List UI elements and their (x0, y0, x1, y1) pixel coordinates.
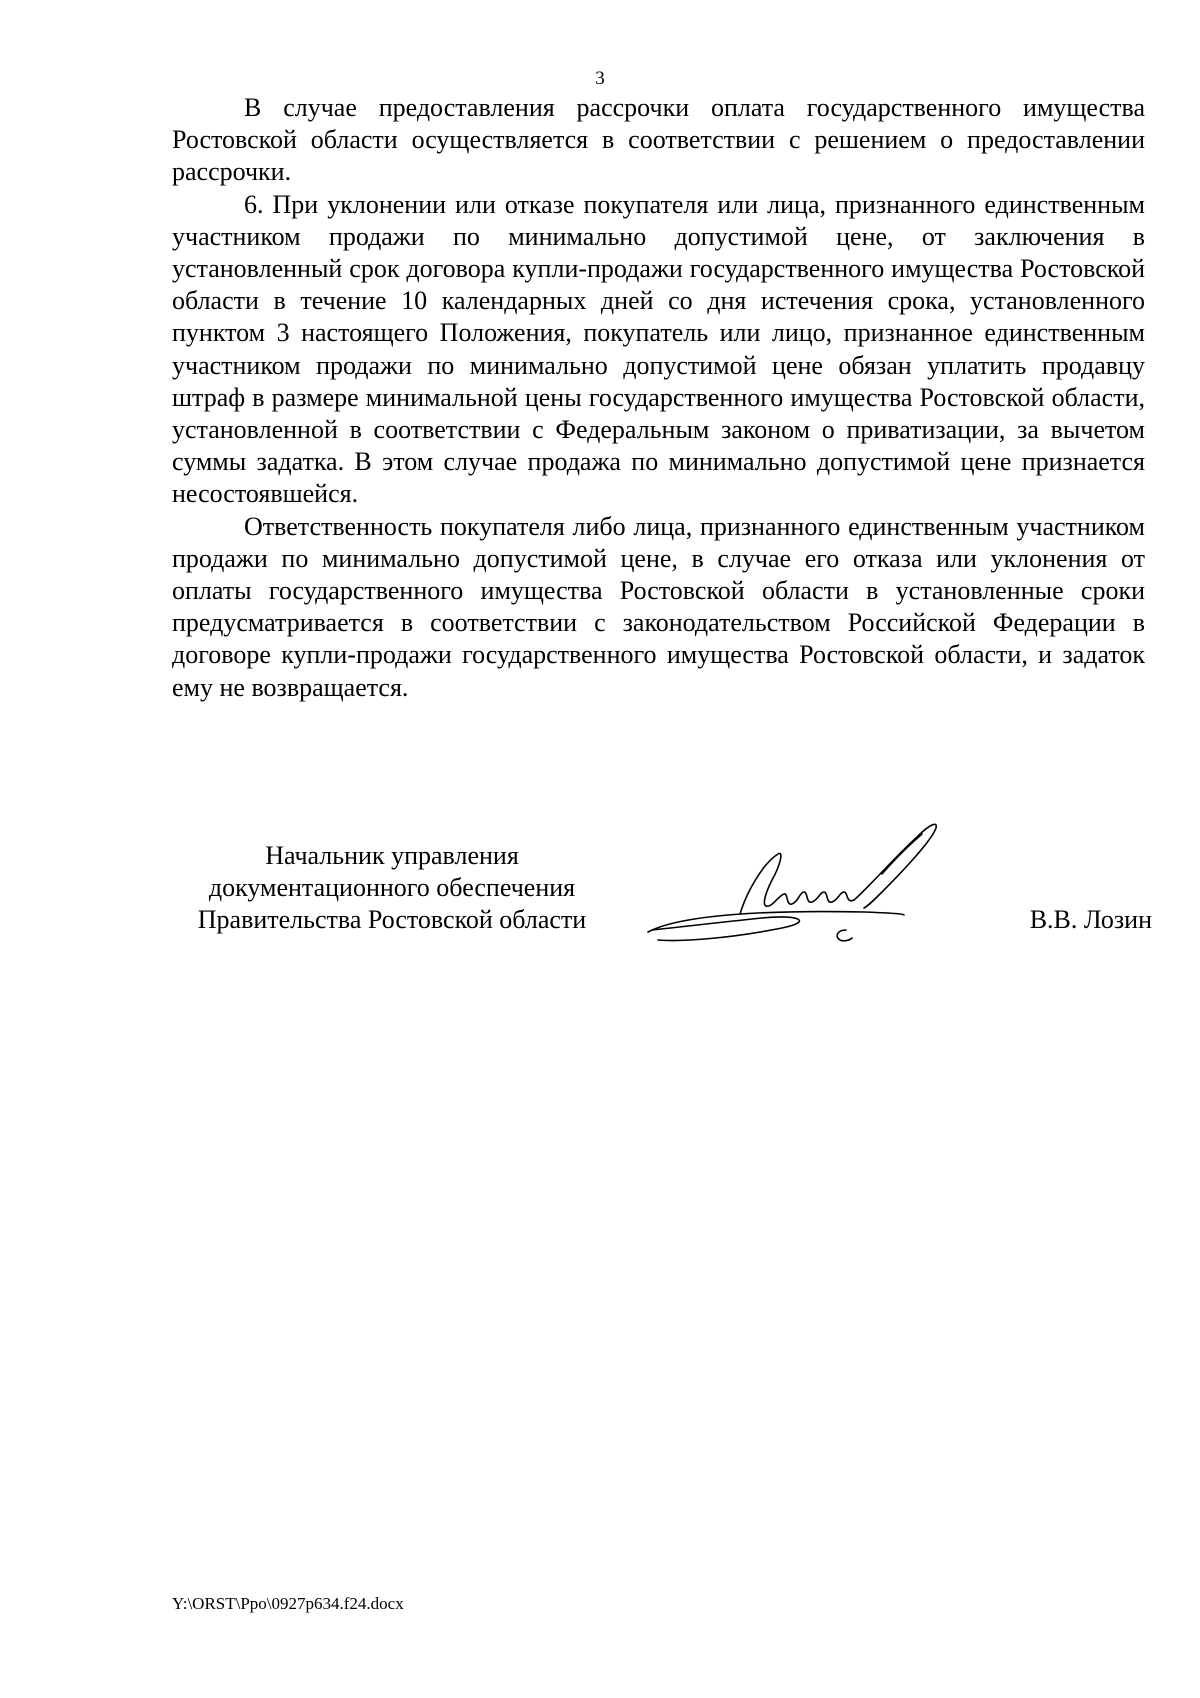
paragraph-item-6-penalty: 6. При уклонении или отказе покупателя или лица, признанного единственным участником продажи по минимально допустимой цене, от заключения в установленный срок договора купли-продажи государственного имущества Ростовской области в течение 10 календарных дней со дня истечения срока, установленного пунктом 3 настоящего Положения, покупатель или лицо, признанное единственным участником продажи по минимально допустимой цене обязан уплатить продавцу штраф в размере минимальной цены государственного имущества Ростовской области, установленной в соответствии с Федеральным законом о приватизации, за вычетом суммы задатка. В этом случае продажа по минимально допустимой цене признается несостоявшейся. (172, 189, 1145, 509)
handwritten-signature (642, 814, 982, 974)
paragraph-installment-payment: В случае предоставления рассрочки оплата государственного имущества Ростовской области осуществляется в соответствии с решением о предоставлении рассрочки. (172, 93, 1145, 187)
signature-loop-stroke (652, 917, 799, 941)
signer-position (172, 840, 612, 936)
signature-hook-stroke (837, 930, 852, 941)
signer-name: В.В. Лозин (1029, 905, 1152, 934)
signature-flourish-inner-stroke (882, 834, 922, 874)
signature-block (172, 840, 1152, 950)
document-body (172, 92, 1145, 704)
signature-script-stroke (740, 853, 854, 914)
paragraph-buyer-responsibility: Ответственность покупателя либо лица, признанного единственным участником продажи по минимально допустимой цене, в случае его отказа или уклонения от оплаты государственного имущества Ростовской области в установленные сроки предусматривается в соответствии с законодательством Российской Федерации в договоре купли-продажи государственного имущества Ростовской области, и задаток ему не возвращается. (172, 511, 1145, 702)
page-number: 3 (595, 68, 605, 89)
signer-position-line-2: документационного обеспечения (208, 873, 576, 902)
signer-position-line-3: Правительства Ростовской области (197, 905, 587, 934)
file-path-footer: Y:\ORST\Ppo\0927p634.f24.docx (172, 1594, 404, 1613)
signer-position-line-1: Начальник управления (265, 841, 519, 870)
signature-flourish-stroke (854, 824, 936, 908)
